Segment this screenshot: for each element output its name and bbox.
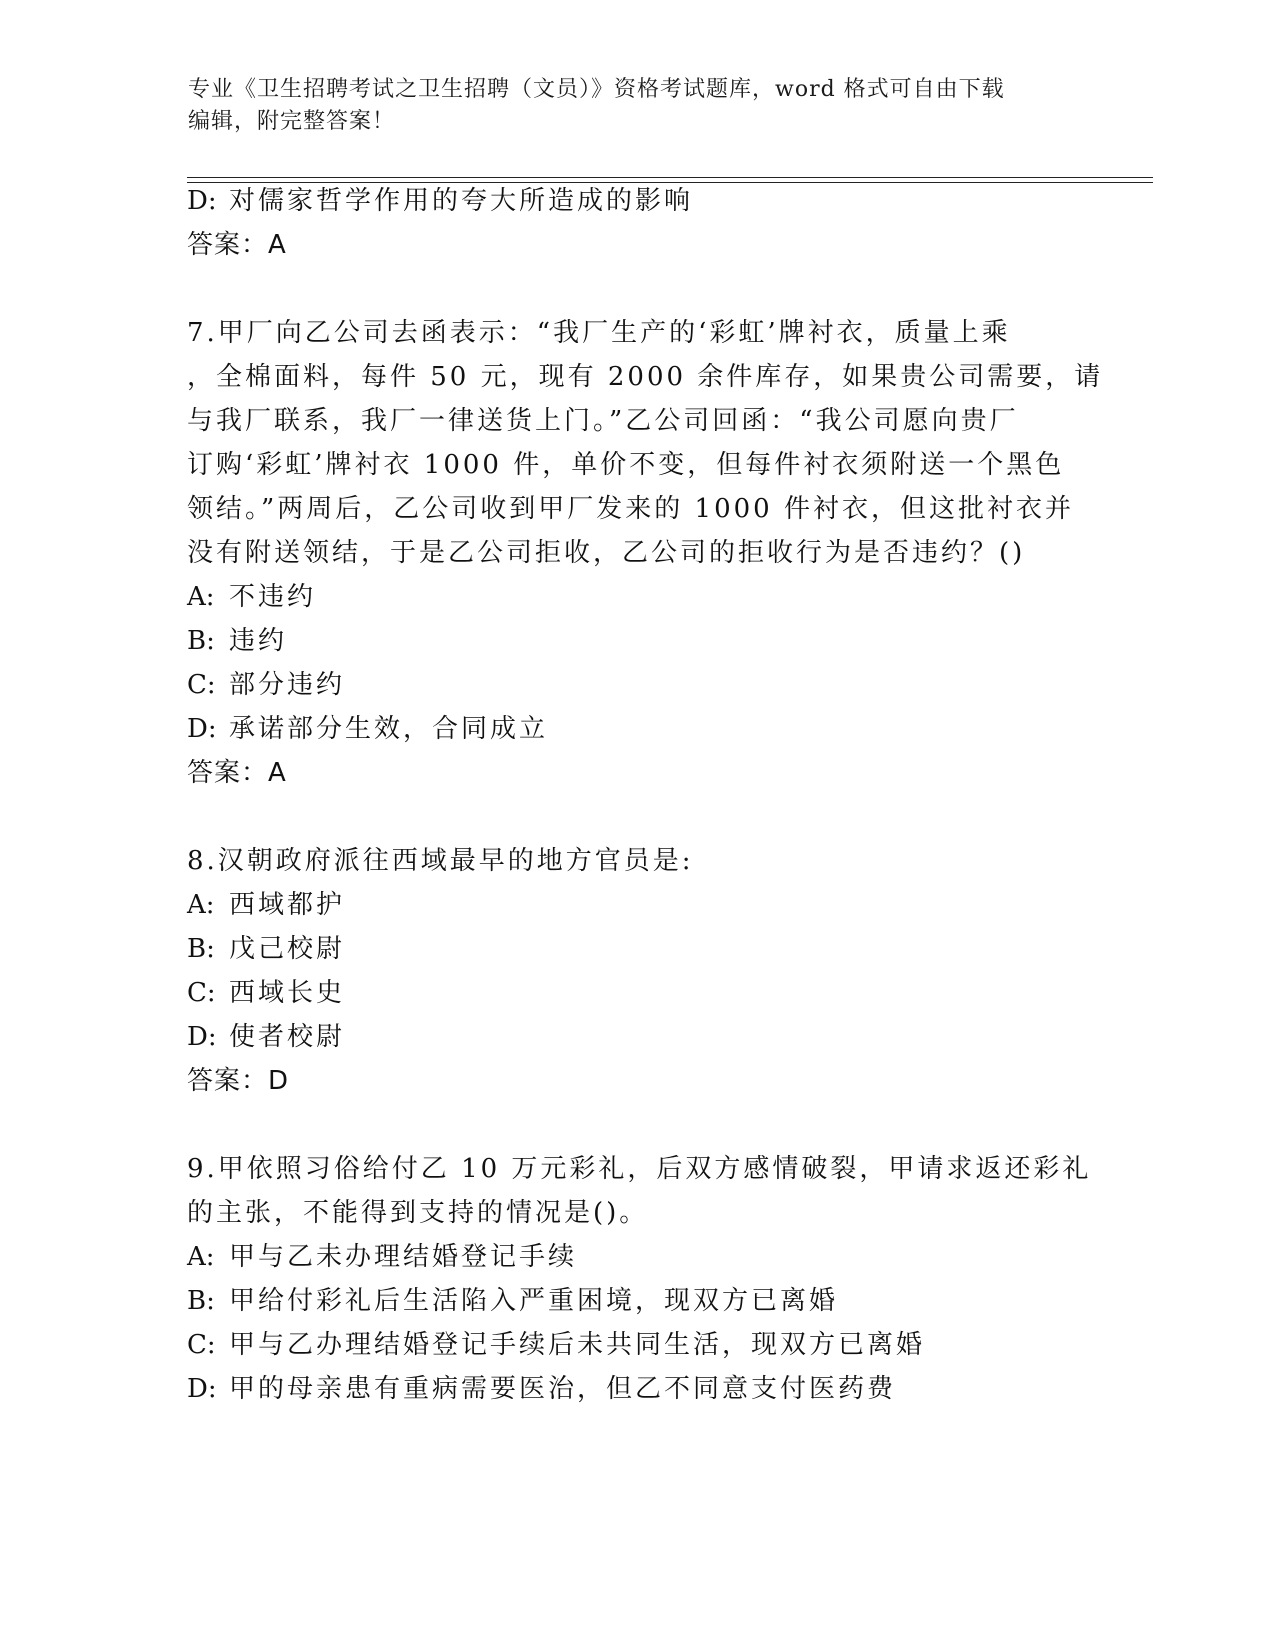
option-text: 甲与乙办理结婚登记手续后未共同生活，现双方已离婚	[229, 1330, 926, 1360]
option-letter: A:	[187, 1242, 215, 1272]
q7-option-c	[187, 662, 345, 708]
option-text: 承诺部分生效，合同成立	[229, 714, 549, 744]
q9-option-d	[187, 1366, 896, 1412]
q7-stem-line: 领结。”两周后，乙公司收到甲厂发来的 1000 件衬衣，但这批衬衣并	[187, 494, 1074, 524]
option-text: 对儒家哲学作用的夸大所造成的影响	[229, 186, 694, 216]
option-letter: A:	[187, 890, 215, 920]
q8-option-c	[187, 970, 345, 1016]
q9-stem-line: 9.甲依照习俗给付乙 10 万元彩礼，后双方感情破裂，甲请求返还彩礼	[187, 1154, 1092, 1184]
option-text: 西域都护	[229, 890, 346, 920]
option-letter: D:	[187, 714, 217, 744]
q7-answer: 答案：A	[187, 758, 287, 788]
q9-option-c	[187, 1322, 925, 1368]
option-letter: C:	[187, 978, 216, 1008]
option-text: 甲的母亲患有重病需要医治，但乙不同意支付医药费	[229, 1374, 897, 1404]
option-text: 西域长史	[229, 978, 346, 1008]
q7-stem-line: 与我厂联系，我厂一律送货上门。”乙公司回函：“我公司愿向贵厂	[187, 406, 1019, 436]
q9-option-a	[187, 1234, 577, 1280]
option-letter: A:	[187, 582, 215, 612]
q7-stem-line: ，全棉面料，每件 50 元，现有 2000 余件库存，如果贵公司需要，请	[187, 362, 1104, 392]
q9-stem-line: 的主张，不能得到支持的情况是()。	[187, 1198, 649, 1228]
q7-stem-line: 7.甲厂向乙公司去函表示：“我厂生产的‘彩虹’牌衬衣，质量上乘	[187, 318, 1011, 348]
option-text: 戊己校尉	[229, 934, 346, 964]
option-letter: D:	[187, 1022, 217, 1052]
header-line-2: 编辑，附完整答案！	[188, 109, 396, 134]
q6-answer: 答案：A	[187, 230, 287, 260]
q8-option-a	[187, 882, 345, 928]
option-text: 甲给付彩礼后生活陷入严重困境，现双方已离婚	[229, 1286, 839, 1316]
option-text: 使者校尉	[229, 1022, 346, 1052]
option-text: 部分违约	[229, 670, 346, 700]
q7-option-b	[187, 618, 287, 664]
header-line-1: 专业《卫生招聘考试之卫生招聘（文员）》资格考试题库，word 格式可自由下载	[188, 77, 1005, 102]
q7-option-d	[187, 706, 548, 752]
document-header	[188, 74, 1068, 138]
option-text: 甲与乙未办理结婚登记手续	[229, 1242, 578, 1272]
option-letter: D:	[187, 1374, 217, 1404]
option-letter: C:	[187, 670, 216, 700]
q8-option-d	[187, 1014, 345, 1060]
q8-option-b	[187, 926, 345, 972]
q6-option-d	[187, 178, 693, 224]
q8-stem-line: 8.汉朝政府派往西域最早的地方官员是:	[187, 846, 694, 876]
q7-stem-line: 订购‘彩虹’牌衬衣 1000 件，单价不变，但每件衬衣须附送一个黑色	[187, 450, 1065, 480]
q8-answer: 答案：D	[187, 1066, 290, 1096]
option-text: 不违约	[229, 582, 317, 612]
option-letter: C:	[187, 1330, 216, 1360]
option-letter: D:	[187, 186, 217, 216]
option-letter: B:	[187, 934, 215, 964]
q9-option-b	[187, 1278, 838, 1324]
q7-option-a	[187, 574, 316, 620]
q7-stem-line: 没有附送领结，于是乙公司拒收，乙公司的拒收行为是否违约？()	[187, 538, 1026, 568]
option-letter: B:	[187, 1286, 215, 1316]
option-text: 违约	[229, 626, 288, 656]
option-letter: B:	[187, 626, 215, 656]
